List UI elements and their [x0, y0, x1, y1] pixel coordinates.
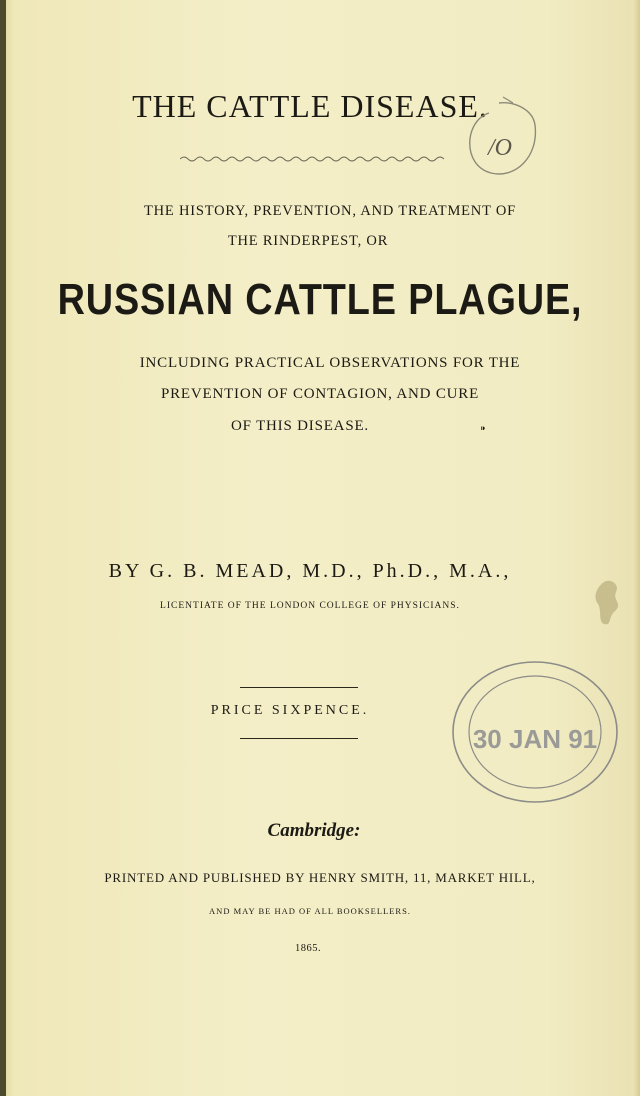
page-binding-edge: [0, 0, 6, 1096]
price-label: PRICE SIXPENCE.: [210, 703, 370, 718]
library-stamp: [440, 650, 630, 810]
author-credentials: LICENTIATE OF THE LONDON COLLEGE OF PHYSICIANS.: [160, 601, 460, 611]
price-rule-bottom: [240, 738, 358, 739]
availability-line: AND MAY BE HAD OF ALL BOOKSELLERS.: [209, 906, 411, 916]
publisher-line: PRINTED AND PUBLISHED BY HENRY SMITH, 11, MARKET HILL,: [104, 870, 536, 885]
main-title: RUSSIAN CATTLE PLAGUE,: [57, 275, 583, 324]
ink-mark: ⁍: [480, 422, 486, 436]
stamp-date: 30 JAN 91: [472, 724, 598, 754]
page-fore-edge: [632, 0, 640, 1096]
subtitle-line-1: THE HISTORY, PREVENTION, AND TREATMENT OF: [143, 203, 517, 219]
author-line: BY G. B. MEAD, M.D., Ph.D., M.A.,: [108, 560, 512, 582]
ink-blot: [590, 578, 626, 628]
decorative-rule: [180, 155, 450, 163]
price-rule-top: [240, 687, 358, 688]
page-title: THE CATTLE DISEASE.: [132, 88, 488, 124]
shelf-mark-text: /O: [488, 135, 512, 161]
publication-year: 1865.: [294, 943, 322, 954]
description-line-3: OF THIS DISEASE.: [231, 418, 369, 434]
place-of-publication: Cambridge:: [267, 820, 361, 841]
description-line-2: PREVENTION OF CONTAGION, AND CURE: [160, 386, 480, 402]
subtitle-line-2: THE RINDERPEST, OR: [227, 233, 389, 249]
description-line-1: INCLUDING PRACTICAL OBSERVATIONS FOR THE: [139, 355, 521, 371]
shelf-mark: [455, 95, 545, 190]
